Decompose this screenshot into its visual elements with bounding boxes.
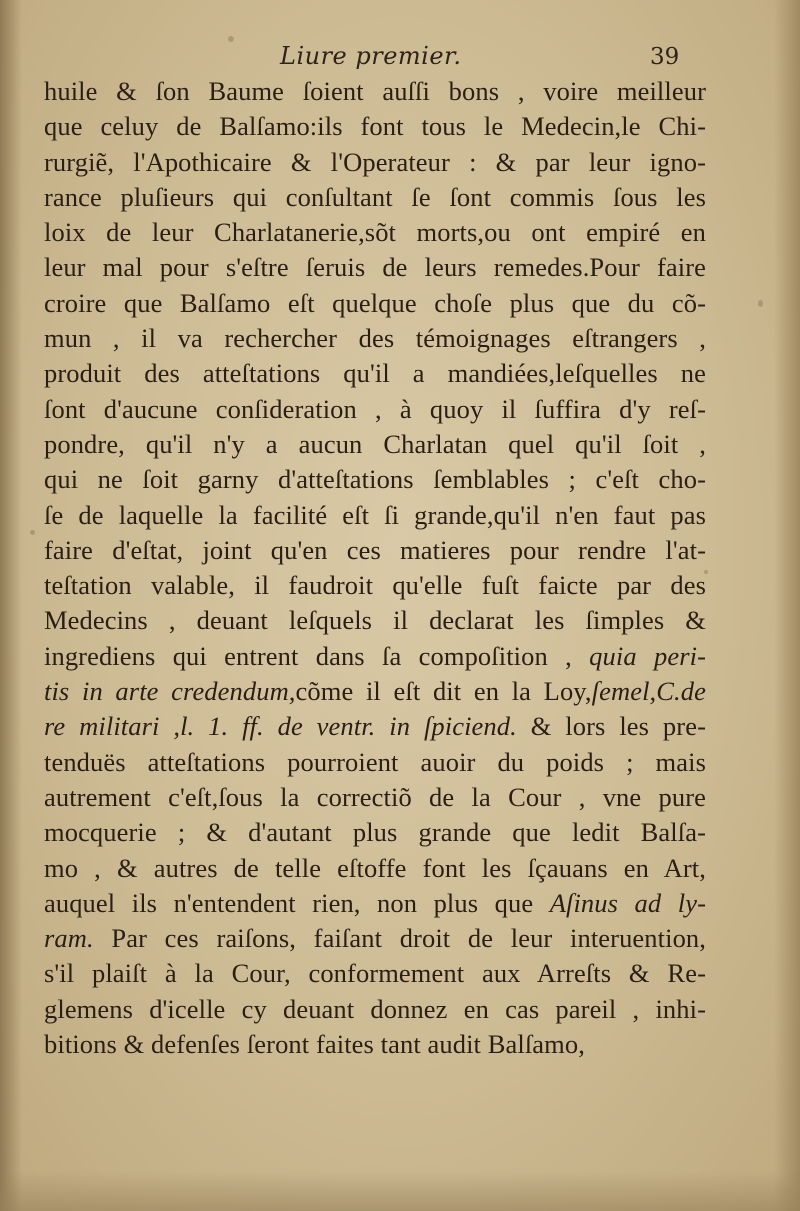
text-segment: tenduës atteſtations pourroient auoir du poids ; mais (44, 746, 706, 777)
text-line (44, 921, 706, 956)
foxing-spot (758, 300, 763, 307)
foxing-spot (228, 36, 234, 42)
text-segment: loix de leur Charlatanerie,sõt morts,ou ont empiré en (44, 217, 706, 248)
foxing-spot (30, 530, 35, 535)
text-line (44, 109, 706, 144)
text-segment: qui ne ſoit garny d'atteſtations ſemblables ; c'eſt cho- (44, 464, 706, 495)
text-segment: & lors les pre- (516, 711, 706, 742)
text-segment: auquel ils n'entendent rien, non plus que (44, 887, 550, 918)
text-line (44, 956, 706, 991)
text-segment: produit des atteſtations qu'il a mandiées,leſquelles ne (44, 358, 706, 389)
text-line (44, 462, 706, 497)
text-segment: bitions & defenſes ſeront faites tant audit Balſamo, (44, 1029, 585, 1060)
text-segment: ingrediens qui entrent dans ſa compoſition , (44, 640, 590, 671)
text-segment: mocquerie ; & d'autant plus grande que ledit Balſa- (44, 817, 706, 848)
text-segment: rance pluſieurs qui conſultant ſe ſont commis ſous les (44, 181, 706, 212)
text-segment: cõme il eſt dit en la Loy, (295, 676, 592, 707)
text-line (44, 674, 706, 709)
text-line (44, 321, 706, 356)
text-segment: ſont d'aucune conſideration , à quoy il ſuffira d'y reſ- (44, 393, 706, 424)
text-segment: Medecins , deuant leſquels il declarat les ſimples & (44, 605, 706, 636)
text-line (44, 992, 706, 1027)
text-line (44, 286, 706, 321)
text-line (44, 815, 706, 850)
text-line (44, 1027, 706, 1062)
text-line (44, 639, 706, 674)
text-line (44, 745, 706, 780)
text-line (44, 356, 706, 391)
running-head: Liure premier. (280, 42, 462, 70)
page-number: 39 (650, 44, 680, 70)
italic-text-segment: re militari ,l. 1. ff. de ventr. in ſpiciend. (44, 711, 517, 742)
italic-text-segment: ram. (44, 923, 94, 954)
text-segment: leur mal pour s'eſtre ſeruis de leurs remedes.Pour faire (44, 252, 706, 283)
text-segment: rurgiẽ, l'Apothicaire & l'Operateur : & par leur igno- (44, 146, 706, 177)
page-bottom-shadow (0, 1171, 800, 1211)
text-line (44, 709, 706, 744)
text-segment: glemens d'icelle cy deuant donnez en cas pareil , inhi- (44, 993, 706, 1024)
text-line (44, 145, 706, 180)
text-segment: huile & ſon Baume ſoient auſſi bons , voire meilleur (44, 76, 706, 106)
text-segment: s'il plaiſt à la Cour, conformement aux Arreſts & Re- (44, 958, 706, 989)
text-line (44, 250, 706, 285)
text-segment: pondre, qu'il n'y a aucun Charlatan quel qu'il ſoit , (44, 428, 706, 459)
italic-text-segment: tis in arte credendum, (44, 676, 296, 707)
text-segment: Par ces raiſons, faiſant droit de leur interuention, (93, 923, 706, 954)
text-line (44, 498, 706, 533)
text-line (44, 603, 706, 638)
text-segment: que celuy de Balſamo:ils font tous le Medecin,le Chi- (44, 111, 706, 142)
text-line (44, 886, 706, 921)
italic-text-segment: quia peri- (589, 640, 707, 671)
text-line (44, 533, 706, 568)
text-line (44, 568, 706, 603)
text-segment: ſe de laquelle la facilité eſt ſi grande,qu'il n'en faut pas (44, 499, 706, 530)
text-line (44, 74, 706, 109)
text-segment: mo , & autres de telle eſtoffe font les ſçauans en Art, (44, 852, 706, 883)
italic-text-segment: Aſinus ad ly- (549, 887, 706, 918)
page-left-shadow (0, 0, 22, 1211)
text-segment: faire d'eſtat, joint qu'en ces matieres pour rendre l'at- (44, 534, 706, 565)
text-line (44, 180, 706, 215)
text-line (44, 851, 706, 886)
text-line (44, 392, 706, 427)
text-segment: croire que Balſamo eſt quelque choſe plus que du cõ- (44, 287, 706, 318)
italic-text-segment: ſemel,C.de (591, 676, 706, 707)
text-line (44, 427, 706, 462)
text-line (44, 215, 706, 250)
body-text (44, 74, 706, 1062)
text-segment: teſtation valable, il faudroit qu'elle fuſt faicte par des (44, 570, 706, 601)
text-line (44, 780, 706, 815)
text-segment: autrement c'eſt,ſous la correctiõ de la Cour , vne pure (44, 781, 706, 812)
page-right-shadow (774, 0, 800, 1211)
text-segment: mun , il va rechercher des témoignages eſtrangers , (44, 323, 706, 354)
